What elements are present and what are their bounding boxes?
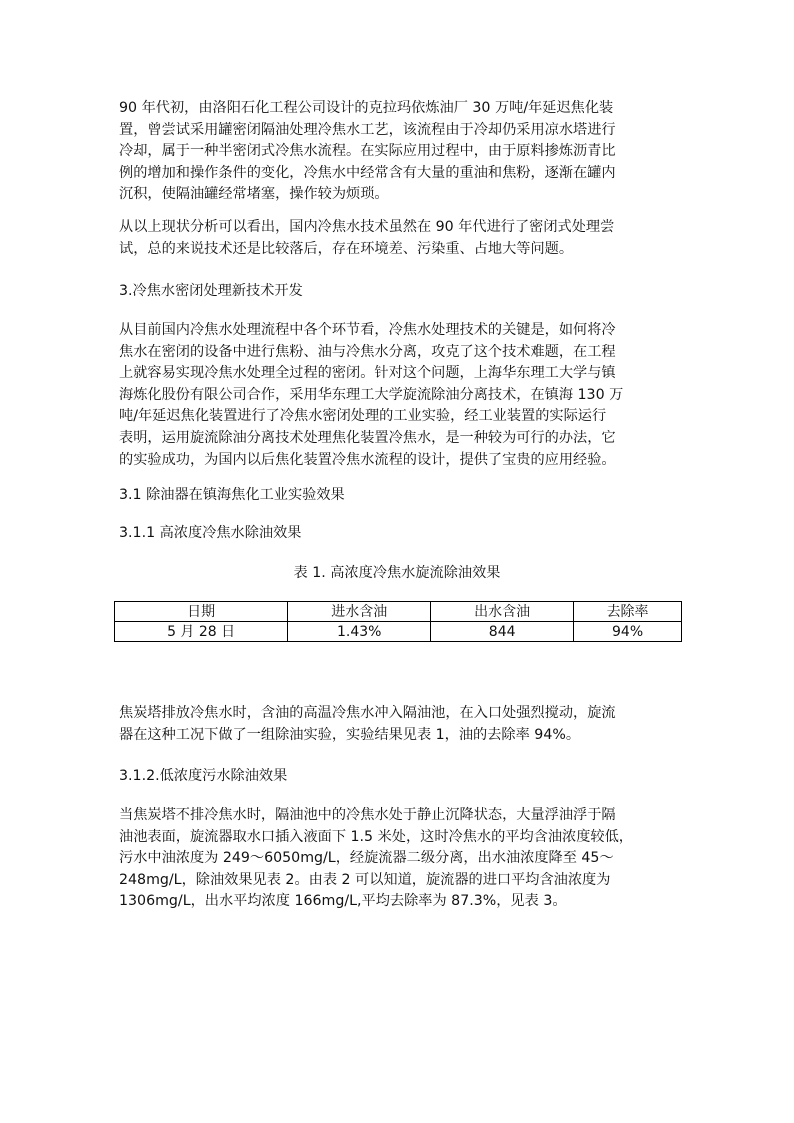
table-cell: 94% xyxy=(574,622,682,642)
table-header-cell: 出水含油 xyxy=(431,602,574,622)
text-line: 器在这种工况下做了一组除油实验，实验结果见表 1，油的去除率 94%。 xyxy=(119,726,581,743)
text-line: 90 年代初，由洛阳石化工程公司设计的克拉玛依炼油厂 30 万吨/年延迟焦化装 xyxy=(119,100,614,116)
text-line: 从以上现状分析可以看出，国内冷焦水技术虽然在 90 年代进行了密闭式处理尝 xyxy=(119,219,615,235)
paragraph-new-technology xyxy=(119,320,681,471)
text-line: 焦炭塔排放冷焦水时，含油的高温冷焦水冲入隔油池，在入口处强烈搅动，旋流 xyxy=(119,705,616,721)
text-line: 例的增加和操作条件的变化，冷焦水中经常含有大量的重油和焦粉，逐渐在罐内 xyxy=(119,164,616,181)
section-heading-3-1-1: 3.1.1 高浓度冷焦水除油效果 xyxy=(119,525,302,541)
paragraph-kelamayi xyxy=(119,98,681,206)
section-heading-3: 3.冷焦水密闭处理新技术开发 xyxy=(119,283,303,299)
table-row xyxy=(115,622,682,642)
text-line: 表明，运用旋流除油分离技术处理焦化装置冷焦水，是一种较为可行的办法，它 xyxy=(119,429,616,446)
paragraph-low-concentration xyxy=(119,805,681,913)
text-line: 焦水在密闭的设备中进行焦粉、油与冷焦水分离，攻克了这个技术难题，在工程 xyxy=(119,343,616,360)
text-line: 的实验成功，为国内以后焦化装置冷焦水流程的设计，提供了宝贵的应用经验。 xyxy=(119,451,616,468)
table-header-cell: 日期 xyxy=(115,602,288,622)
text-line: 沉积，使隔油罐经常堵塞，操作较为烦琐。 xyxy=(119,186,389,203)
section-heading-3-1: 3.1 除油器在镇海焦化工业实验效果 xyxy=(119,487,345,503)
text-line: 试，总的来说技术还是比较落后，存在环境差、污染重、占地大等问题。 xyxy=(119,240,574,257)
table-header-cell: 去除率 xyxy=(574,602,682,622)
section-heading-3-1-2: 3.1.2.低浓度污水除油效果 xyxy=(119,768,288,784)
text-line: 上就容易实现冷焦水处理全过程的密闭。针对这个问题，上海华东理工大学与镇 xyxy=(119,365,616,382)
text-line: 当焦炭塔不排冷焦水时，隔油池中的冷焦水处于静止沉降状态，大量浮油浮于隔 xyxy=(119,807,616,823)
paragraph-status-analysis xyxy=(119,217,681,260)
text-line: 污水中油浓度为 249～6050mg/L，经旋流器二级分离，出水油浓度降至 45～ xyxy=(119,850,614,867)
text-line: 油池表面，旋流器取水口插入液面下 1.5 米处，这时冷焦水的平均含油浓度较低， xyxy=(119,828,633,845)
table-cell: 844 xyxy=(431,622,574,642)
text-line: 吨/年延迟焦化装置进行了冷焦水密闭处理的工业实验，经工业装置的实际运行 xyxy=(119,408,607,425)
text-line: 冷却，属于一种半密闭式冷焦水流程。在实际应用过程中，由于原料掺炼沥青比 xyxy=(119,143,616,160)
data-table xyxy=(114,601,682,642)
table-cell: 5 月 28 日 xyxy=(115,622,288,642)
paragraph-high-concentration xyxy=(119,703,681,746)
table-header-cell: 进水含油 xyxy=(288,602,431,622)
text-line: 置，曾尝试采用罐密闭隔油处理冷焦水工艺，该流程由于冷却仍采用凉水塔进行 xyxy=(119,121,616,138)
table-caption: 表 1. 高浓度冷焦水旋流除油效果 xyxy=(293,565,501,581)
table-cell: 1.43% xyxy=(288,622,431,642)
text-line: 海炼化股份有限公司合作，采用华东理工大学旋流除油分离技术，在镇海 130 万 xyxy=(119,386,624,403)
text-line: 从目前国内冷焦水处理流程中各个环节看，冷焦水处理技术的关键是，如何将冷 xyxy=(119,322,616,338)
table-header-row xyxy=(115,602,682,622)
text-line: 1306mg/L，出水平均浓度 166mg/L,平均去除率为 87.3%，见表 3。 xyxy=(119,893,567,910)
text-line: 248mg/L，除油效果见表 2。由表 2 可以知道，旋流器的进口平均含油浓度为 xyxy=(119,871,611,888)
